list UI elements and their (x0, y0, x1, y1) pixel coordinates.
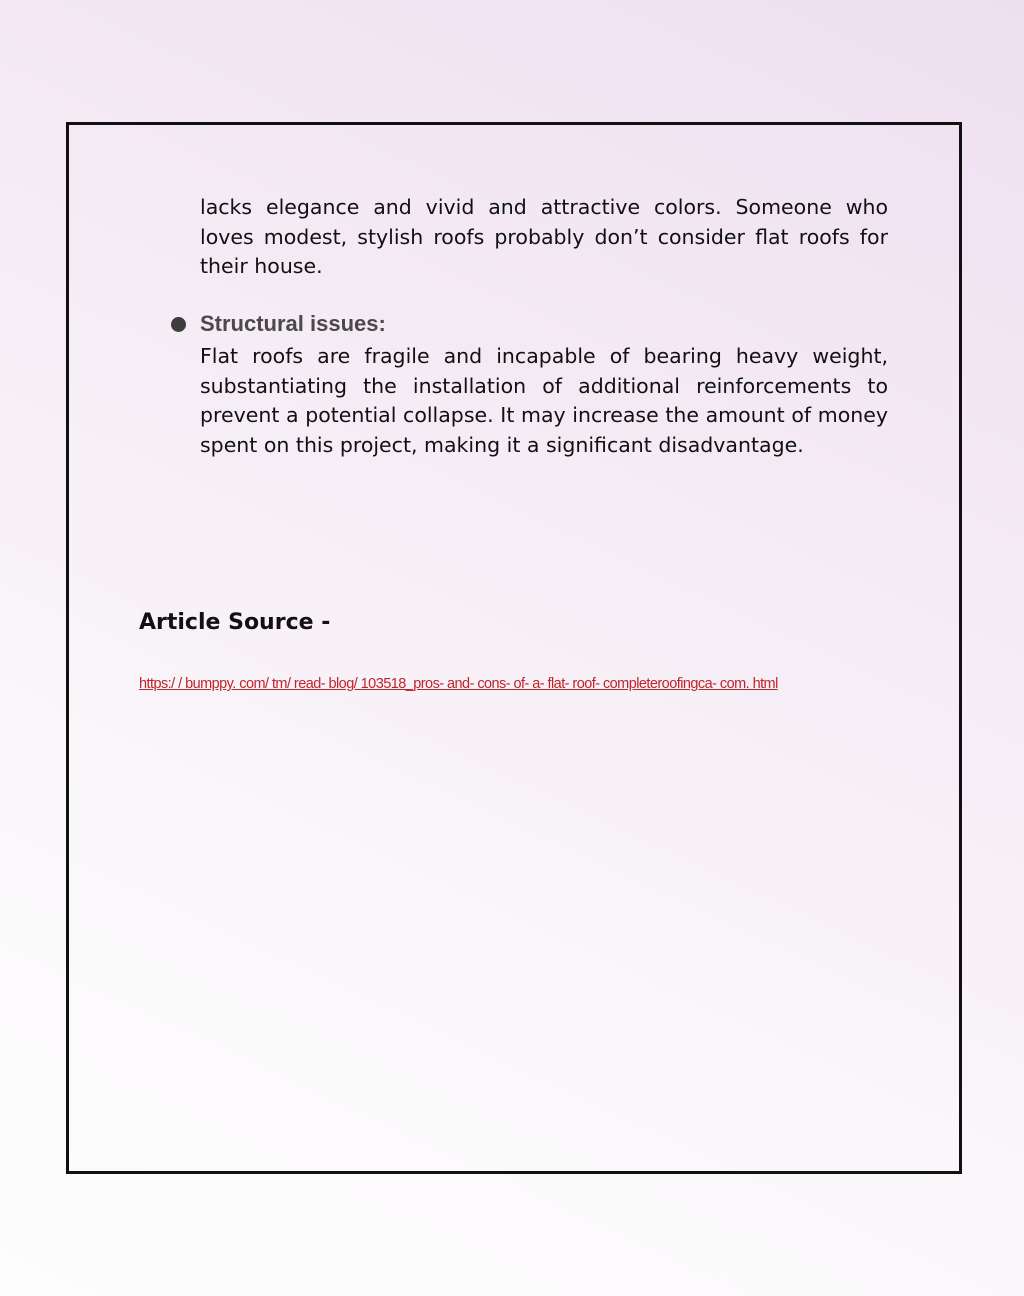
bullet-point-icon (171, 317, 186, 332)
bullet-heading: Structural issues: (200, 311, 386, 336)
article-source-link[interactable]: https:/ / bumppy. com/ tm/ read- blog/ 103518_pros- and- cons- of- a- flat- roof- completeroofingca- com. html (139, 676, 778, 692)
article-source-heading: Article Source - (139, 610, 331, 635)
intro-paragraph: lacks elegance and vivid and attractive colors. Someone who loves modest, stylish roofs probably don’t consider flat roofs for their house. (200, 195, 888, 278)
bullet-paragraph: Flat roofs are fragile and incapable of bearing heavy weight, substantiating the installation of additional reinforcements to prevent a potential collapse. It may increase the amount of money spent on this project, making it a significant disadvantage. (200, 344, 888, 457)
